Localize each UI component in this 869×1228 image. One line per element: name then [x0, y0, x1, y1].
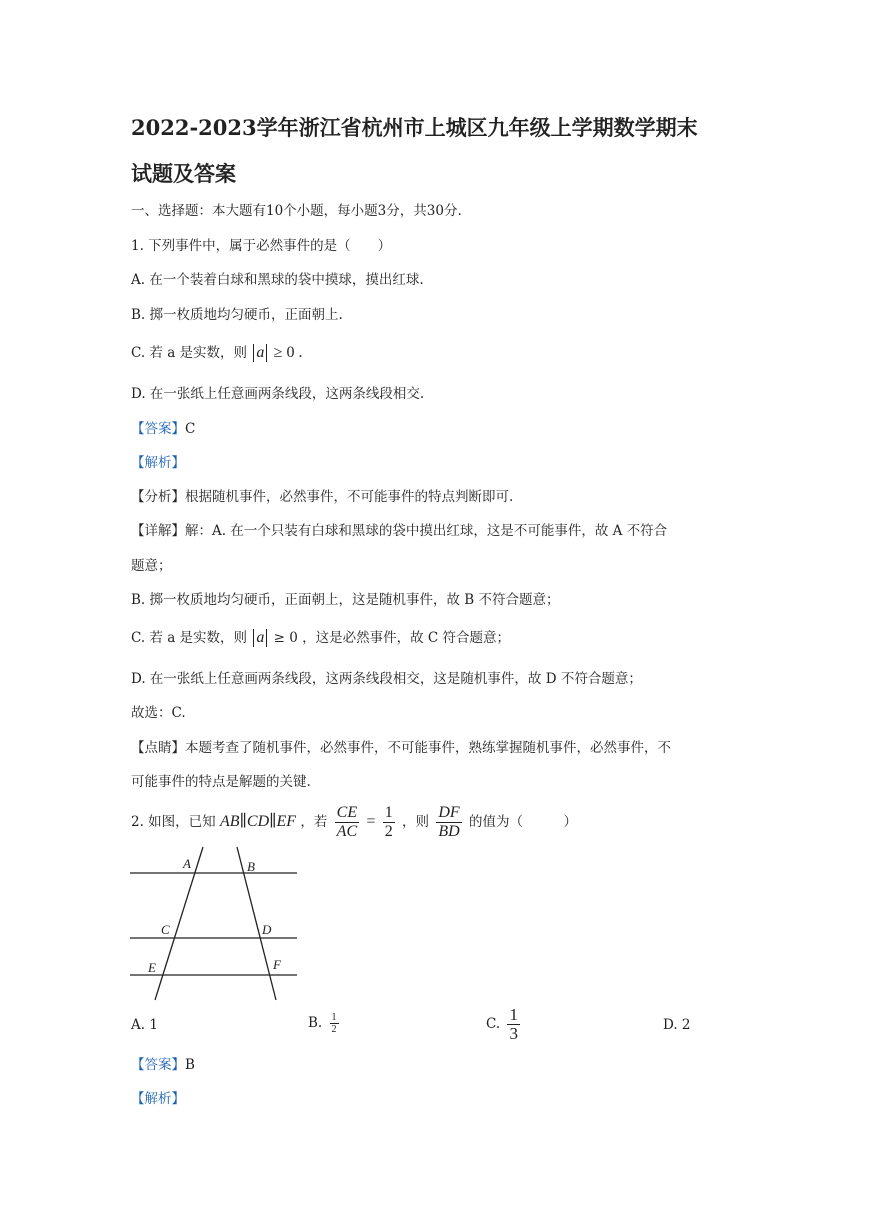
fraction-denominator: 2 — [384, 823, 393, 840]
dianjing-tag: 【点睛】 — [131, 740, 185, 756]
abs-a-expression: a — [253, 344, 267, 362]
q2-option-b — [308, 1012, 342, 1035]
fraction-denominator: 3 — [509, 1024, 518, 1043]
q1-fenxi — [131, 487, 513, 507]
xiangjie-tag: 【详解】 — [131, 523, 185, 539]
q2-option-d: D. 2 — [663, 1017, 691, 1033]
q2-option-a: A. 1 — [131, 1017, 158, 1033]
title-line-1: 2022-2023学年浙江省杭州市上城区九年级上学期数学期末 — [131, 115, 698, 140]
q1-analysis-heading — [131, 453, 185, 473]
q2-stem-mid1: ，若 — [300, 814, 328, 830]
fraction-numerator: 1 — [384, 804, 393, 821]
q1-option-c-text: C. 若 a 是实数，则 — [131, 345, 248, 361]
answer-value: B — [185, 1057, 195, 1073]
q1-xiangjie-1 — [131, 521, 667, 541]
q2-stem-pre: 2. 如图，已知 — [131, 814, 216, 830]
answer-tag: 【答案】 — [131, 421, 185, 437]
fraction-denominator: AC — [336, 823, 358, 840]
q1-dianjing-1 — [131, 738, 671, 758]
dianjing-text-1: 本题考查了随机事件，必然事件，不可能事件，熟练掌握随机事件，必然事件，不 — [185, 740, 671, 756]
q1-xiangjie-d: D. 在一张纸上任意画两条线段，这两条线段相交，这是随机事件，故 D 不符合题意； — [131, 671, 642, 687]
title-line-2: 试题及答案 — [131, 161, 236, 186]
answer-value: C — [185, 421, 196, 437]
section-heading: 一、选择题：本大题有10个小题，每小题3分，共30分. — [131, 203, 462, 219]
xiangjie-c-ineq: ≥ 0 ，这是必然事件，故 C 符合题意； — [273, 630, 511, 646]
q1-option-d: D. 在一张纸上任意画两条线段，这两条线段相交. — [131, 386, 425, 402]
q2-option-c — [486, 1006, 523, 1043]
q2-stem-mid2: ，则 — [402, 814, 430, 830]
fraction-df-bd — [436, 804, 461, 841]
q1-choose: 故选：C. — [131, 705, 186, 721]
point-label-c: C — [161, 922, 170, 937]
q1-option-a: A. 在一个装着白球和黑球的袋中摸球，摸出红球. — [131, 272, 424, 288]
fraction-one-half — [383, 804, 395, 841]
fenxi-tag: 【分析】 — [131, 489, 185, 505]
xiangjie-text-1: 解：A. 在一个只装有白球和黑球的袋中摸出红球，这是不可能事件，故 A 不符合 — [185, 523, 668, 539]
q1-option-b: B. 掷一枚质地均匀硬币，正面朝上. — [131, 307, 343, 323]
q2-stem-post: 的值为（ ） — [468, 814, 577, 830]
analysis-tag: 【解析】 — [131, 455, 185, 471]
q2-option-b-letter: B. — [308, 1015, 323, 1031]
q1-xiangjie-b: B. 掷一枚质地均匀硬币，正面朝上，这是随机事件，故 B 不符合题意； — [131, 592, 560, 608]
xiangjie-c-text: C. 若 a 是实数，则 — [131, 630, 248, 646]
fraction-denominator: BD — [438, 823, 460, 840]
point-label-b: B — [247, 859, 255, 874]
equals-sign: = — [366, 813, 376, 830]
q2-answer — [131, 1055, 195, 1075]
q1-dianjing-2: 可能事件的特点是解题的关键. — [131, 774, 311, 790]
point-label-e: E — [148, 960, 156, 975]
q1-xiangjie-c — [131, 628, 510, 648]
q1-option-c-ineq: ≥ 0 . — [273, 344, 303, 361]
fraction-numerator: 1 — [331, 1012, 337, 1023]
fraction-numerator: DF — [438, 804, 460, 821]
q2-analysis-heading — [131, 1089, 185, 1109]
answer-tag: 【答案】 — [131, 1057, 185, 1073]
q1-option-c — [131, 343, 302, 363]
abs-a-expression: a — [253, 629, 267, 647]
fraction-numerator: 1 — [509, 1005, 518, 1024]
analysis-tag: 【解析】 — [131, 1091, 185, 1107]
fraction-one-half-small — [330, 1012, 339, 1035]
fraction-numerator: CE — [336, 804, 358, 821]
fenxi-text: 根据随机事件，必然事件，不可能事件的特点判断即可. — [185, 489, 514, 505]
fraction-one-third — [507, 1006, 520, 1043]
fraction-denominator: 2 — [331, 1024, 337, 1035]
q1-xiangjie-2: 题意； — [131, 558, 172, 574]
point-label-d: D — [262, 922, 272, 937]
q2-option-c-letter: C. — [486, 1016, 501, 1032]
q1-stem: 1. 下列事件中，属于必然事件的是（ ） — [131, 238, 392, 254]
fraction-ce-ac — [335, 804, 359, 841]
parallel-expression: AB∥CD∥EF — [219, 813, 297, 830]
point-label-f: F — [273, 957, 281, 972]
q2-stem — [131, 800, 577, 844]
parallel-lines-figure — [125, 845, 305, 1005]
q1-answer — [131, 419, 195, 439]
point-label-a: A — [183, 856, 191, 871]
